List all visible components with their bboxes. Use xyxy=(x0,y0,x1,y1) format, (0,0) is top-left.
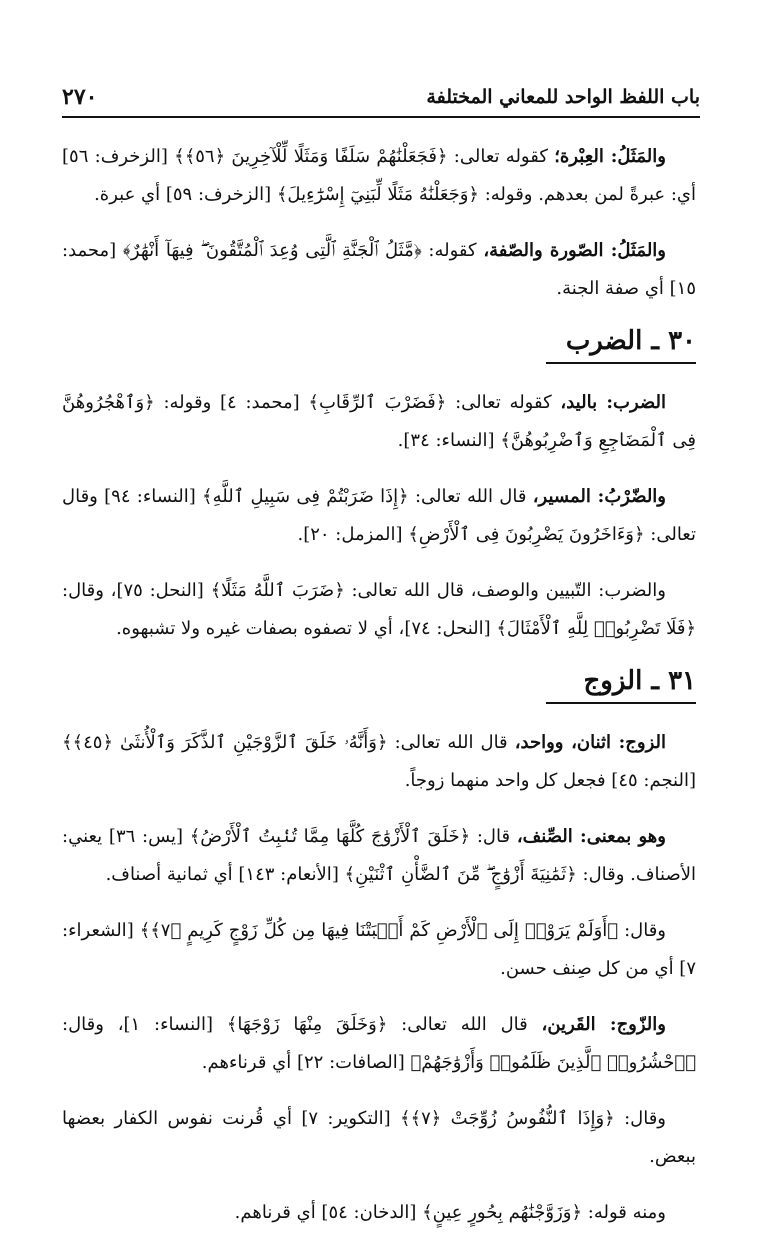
entry-term: والمَثَلُ: الصّورة والصّفة، xyxy=(483,240,666,261)
entry-text: قال الله تعالى: ﴿وَخَلَقَ مِنْهَا زَوْجَهَا﴾ [النساء: ١]، وقال: ﴿ٱحْشُرُوا۟ ٱلَّذِينَ ظَلَمُوا۟ وَأَزْوَٰجَهُمْ﴾ [الصافات: ٢٢] أي قرناءهم. xyxy=(62,1014,696,1073)
entry-text: كقوله تعالى: ﴿فَجَعَلْنَٰهُمْ سَلَفًا وَمَثَلًا لِّلْآخِرِينَ ﴿٥٦﴾﴾ [الزخرف: ٥٦] أي: عبرةً لمن بعدهم. وقوله: ﴿وَجَعَلْنَٰهُ مَثَلًا لِّبَنِيٓ إِسْرَٰٓءِيلَ﴾ [الزخرف: ٥٩] أي عبرة. xyxy=(62,146,696,205)
chapter-title: باب اللفظ الواحد للمعاني المختلفة xyxy=(426,86,700,108)
entry-text: والضرب: التّبيين والوصف، قال الله تعالى: ﴿ضَرَبَ ٱللَّهُ مَثَلًا﴾ [النحل: ٧٥]، وقال: ﴿فَلَا تَضْرِبُوا۟ لِلَّهِ ٱلْأَمْثَالَ﴾ [النحل: ٧٤]، أي لا تصفوه بصفات غيره ولا تشبهوه. xyxy=(62,580,696,639)
paragraph-mathal-sifa xyxy=(62,232,696,308)
entry-term: والمَثَلُ: العِبْرة؛ xyxy=(554,146,666,167)
page-number: ٢٧٠ xyxy=(62,84,98,110)
paragraph-zawj-qarin xyxy=(62,1006,696,1082)
paragraph-darb-masir xyxy=(62,478,696,554)
entry-text: ومنه قوله: ﴿وَزَوَّجْنَٰهُم بِحُورٍ عِينٍ﴾ [الدخان: ٥٤] أي قرناهم. xyxy=(234,1202,666,1223)
paragraph-zawj-sinf xyxy=(62,818,696,894)
entry-text: قال الله تعالى: ﴿إِذَا ضَرَبْتُمْ فِى سَبِيلِ ٱللَّهِ﴾ [النساء: ٩٤] وقال تعالى: ﴿وَءَاخَرُونَ يَضْرِبُونَ فِى ٱلْأَرْضِ﴾ [المزمل: ٢٠]. xyxy=(62,486,696,545)
entry-text: وقال: ﴿وَإِذَا ٱلنُّفُوسُ زُوِّجَتْ ﴿٧﴾﴾ [التكوير: ٧] أي قُرنت نفوس الكفار بعضها ببعض. xyxy=(62,1108,696,1167)
paragraph-zawj-ithnan xyxy=(62,724,696,800)
section-heading-zawj: ٣١ ـ الزوج xyxy=(546,666,696,704)
entry-term: والزّوج: القَرين، xyxy=(541,1014,666,1035)
entry-text: قال: ﴿خَلَقَ ٱلْأَزْوَٰجَ كُلَّهَا مِمَّا تُنۢبِتُ ٱلْأَرْضُ﴾ [يس: ٣٦] يعني: الأصناف. وقال: ﴿ثَمَٰنِيَةَ أَزْوَٰجٍ ۖ مِّنَ ٱلضَّأْنِ ٱثْنَيْنِ﴾ [الأنعام: ١٤٣] أي ثمانية أصناف. xyxy=(62,826,696,885)
entry-term: والضّرْبُ: المسير، xyxy=(532,486,666,507)
entry-text: وقال: ﴿أَوَلَمْ يَرَوْا۟ إِلَى ٱلْأَرْضِ كَمْ أَنۢبَتْنَا فِيهَا مِن كُلِّ زَوْجٍ كَرِيمٍ ﴿٧﴾﴾ [الشعراء: ٧] أي من كل صِنف حسن. xyxy=(62,920,696,979)
paragraph-darb-wasf xyxy=(62,572,696,648)
entry-term: الضرب: باليد، xyxy=(560,392,666,413)
section-heading-darb: ٣٠ ـ الضرب xyxy=(546,326,696,364)
paragraph-zawj-nufus xyxy=(62,1100,696,1176)
entry-text: كقوله تعالى: ﴿فَضَرْبَ ٱلرِّقَابِ﴾ [محمد: ٤] وقوله: ﴿وَٱهْجُرُوهُنَّ فِى ٱلْمَضَاجِعِ وَٱضْرِبُوهُنَّ﴾ [النساء: ٣٤]. xyxy=(62,392,696,451)
page-body xyxy=(62,138,696,1250)
running-header xyxy=(62,82,700,118)
paragraph-zawj-karim xyxy=(62,912,696,988)
paragraph-mathal-ibra xyxy=(62,138,696,214)
entry-text: قال الله تعالى: ﴿وَأَنَّهُۥ خَلَقَ ٱلزَّوْجَيْنِ ٱلذَّكَرَ وَٱلْأُنثَىٰ ﴿٤٥﴾﴾ [النجم: ٤٥] فجعل كل واحد منهما زوجاً. xyxy=(62,732,696,791)
entry-term: وهو بمعنى: الصِّنف، xyxy=(516,826,666,847)
paragraph-darb-yad xyxy=(62,384,696,460)
entry-term: الزوج: اثنان، وواحد، xyxy=(514,732,666,753)
entry-text: كقوله: ﴿مَّثَلُ ٱلْجَنَّةِ ٱلَّتِى وُعِدَ ٱلْمُتَّقُونَ ۖ فِيهَآ أَنْهَٰرٌ﴾ [محمد: ١٥] أي صفة الجنة. xyxy=(62,240,696,299)
